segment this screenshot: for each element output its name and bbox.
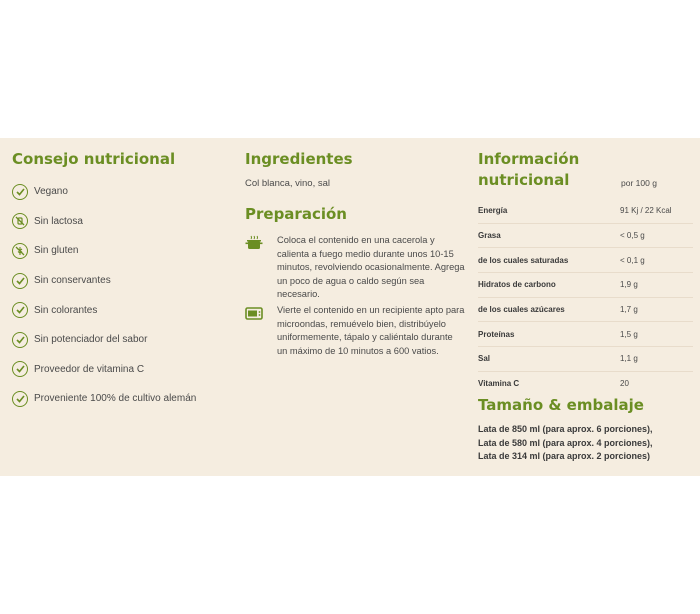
nutrient-value: < 0,5 g bbox=[620, 231, 645, 241]
list-item: Lata de 580 ml (para aprox. 4 porciones), bbox=[478, 437, 653, 448]
nutrient-name: Proteínas bbox=[478, 329, 515, 339]
list-item-label: Sin gluten bbox=[34, 245, 79, 257]
nutrient-value: 91 Kj / 22 Kcal bbox=[620, 206, 672, 216]
table-row bbox=[478, 248, 693, 273]
list-item-label: Proveniente 100% de cultivo alemán bbox=[34, 393, 197, 405]
check-icon bbox=[12, 302, 28, 318]
list-item: Lata de 314 ml (para aprox. 2 porciones) bbox=[478, 451, 651, 461]
list-item bbox=[12, 384, 196, 414]
nutrient-value: 1,7 g bbox=[620, 305, 638, 315]
ingredients-text: Col blanca, vino, sal bbox=[245, 178, 331, 189]
ingredients-title: Ingredientes bbox=[245, 150, 353, 168]
preparation-step bbox=[245, 304, 465, 358]
table-row bbox=[478, 322, 693, 347]
preparation-step-text: Vierte el contenido en un recipiente apto para microondas, remuévelo bien, distribúyelo uniformemente, tápalo y caliéntalo durante un máximo de 10 minutos a 600 vatios. bbox=[277, 305, 465, 356]
nutrient-value: 1,5 g bbox=[620, 329, 638, 339]
product-info-panel bbox=[0, 138, 700, 476]
nutrient-name: Energía bbox=[478, 206, 508, 216]
nutrition-advice-list bbox=[12, 177, 196, 414]
no-lactose-icon bbox=[12, 213, 28, 229]
check-icon bbox=[12, 332, 28, 348]
per-100g-label: por 100 g bbox=[621, 178, 657, 188]
list-item bbox=[12, 295, 196, 325]
table-row bbox=[478, 224, 693, 249]
nutrient-value: < 0,1 g bbox=[620, 255, 645, 265]
size-packaging-list bbox=[478, 423, 653, 464]
pot-icon bbox=[245, 235, 263, 251]
check-icon bbox=[12, 184, 28, 200]
nutrition-table bbox=[478, 199, 693, 396]
check-icon bbox=[12, 361, 28, 377]
nutrient-name: Hidratos de carbono bbox=[478, 280, 556, 290]
list-item bbox=[12, 177, 196, 207]
nutrition-info-title: Información nutricional bbox=[478, 150, 580, 189]
list-item-label: Sin colorantes bbox=[34, 304, 98, 316]
list-item bbox=[12, 236, 196, 266]
preparation-step bbox=[245, 234, 465, 302]
list-item-label: Sin potenciador del sabor bbox=[34, 334, 148, 346]
list-item-label: Vegano bbox=[34, 186, 68, 198]
nutrient-name: de los cuales azúcares bbox=[478, 305, 565, 315]
list-item-label: Sin conservantes bbox=[34, 275, 111, 287]
table-row bbox=[478, 347, 693, 372]
table-row bbox=[478, 199, 693, 224]
preparation-step-text: Coloca el contenido en una cacerola y calienta a fuego medio durante unos 10-15 minutos, revolviendo ocasionalmente. Agrega un poco de agua o caldo según sea necesario. bbox=[277, 235, 465, 300]
check-icon bbox=[12, 273, 28, 289]
size-packaging-title: Tamaño & embalaje bbox=[478, 396, 644, 414]
nutrition-advice-title: Consejo nutricional bbox=[12, 150, 176, 168]
microwave-icon bbox=[245, 305, 263, 321]
nutrient-value: 1,1 g bbox=[620, 354, 638, 364]
list-item bbox=[12, 325, 196, 355]
list-item-label: Proveedor de vitamina C bbox=[34, 363, 145, 375]
table-row bbox=[478, 372, 693, 396]
nutrient-name: Grasa bbox=[478, 231, 501, 241]
nutrient-value: 20 bbox=[620, 379, 629, 389]
list-item: Lata de 850 ml (para aprox. 6 porciones), bbox=[478, 424, 653, 434]
preparation-title: Preparación bbox=[245, 205, 347, 223]
nutrient-name: Sal bbox=[478, 354, 491, 364]
table-row bbox=[478, 273, 693, 298]
nutrient-value: 1,9 g bbox=[620, 280, 638, 290]
list-item bbox=[12, 266, 196, 296]
list-item-label: Sin lactosa bbox=[34, 215, 83, 227]
nutrient-name: de los cuales saturadas bbox=[478, 255, 569, 265]
nutrient-name: Vitamina C bbox=[478, 379, 520, 389]
no-gluten-icon bbox=[12, 243, 28, 259]
table-row bbox=[478, 298, 693, 323]
list-item bbox=[12, 355, 196, 385]
list-item bbox=[12, 207, 196, 237]
check-icon bbox=[12, 391, 28, 407]
